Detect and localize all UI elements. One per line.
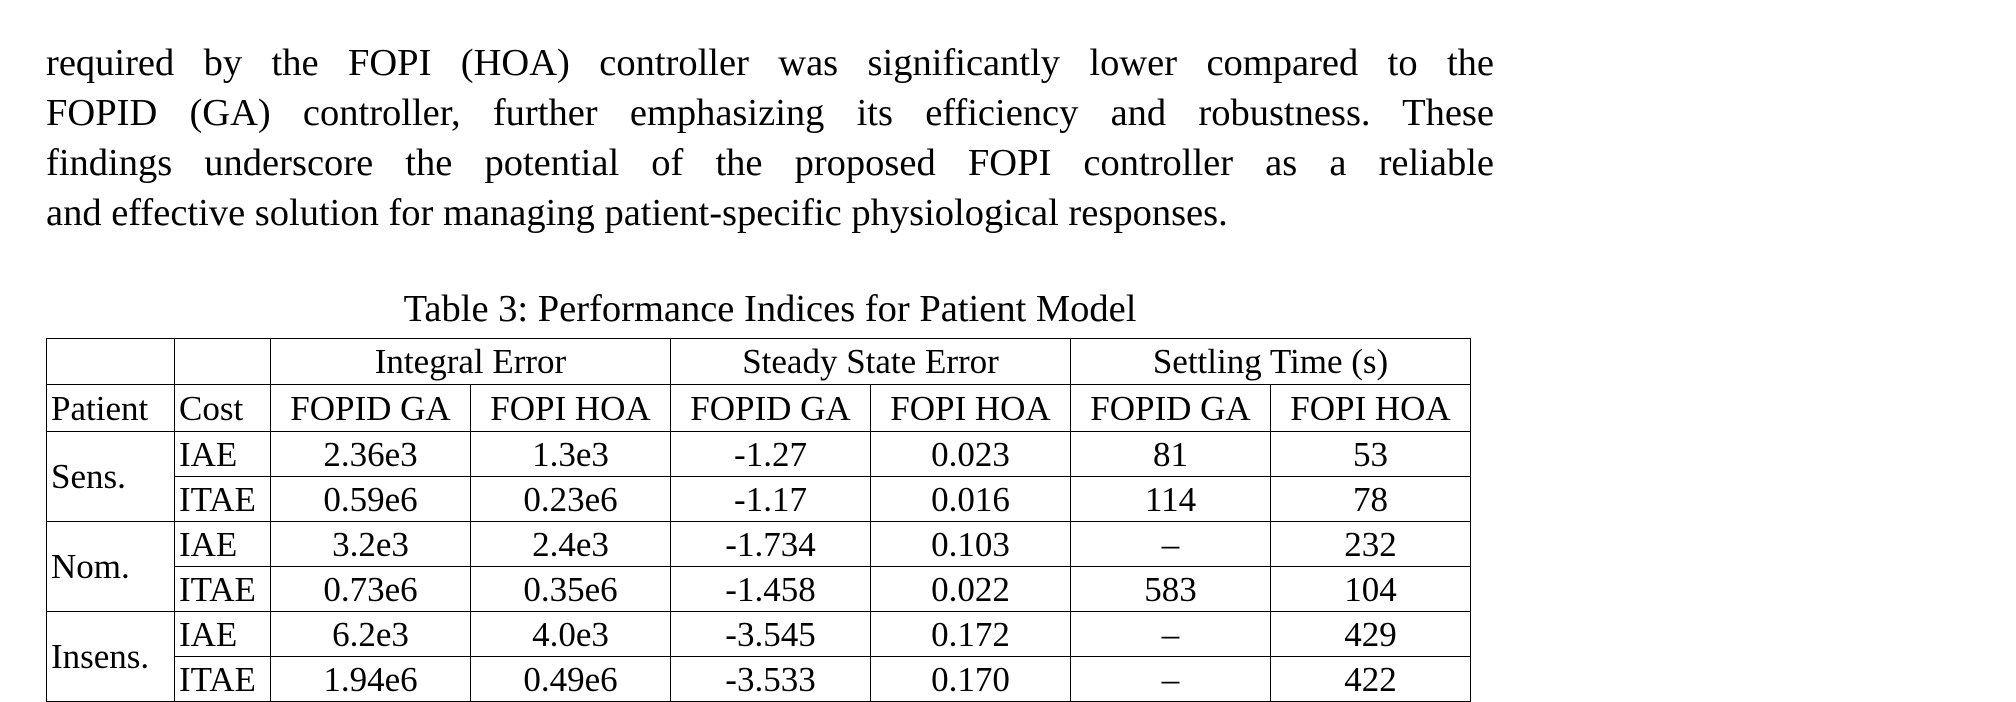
value-cell: 3.2e3 — [271, 522, 471, 567]
cost-cell: IAE — [175, 522, 271, 567]
value-cell: 104 — [1271, 567, 1471, 612]
cost-cell: ITAE — [175, 567, 271, 612]
group-header-settling-time: Settling Time (s) — [1071, 339, 1471, 385]
empty-header-cell — [175, 339, 271, 385]
value-cell: 1.94e6 — [271, 657, 471, 702]
value-cell: 6.2e3 — [271, 612, 471, 657]
value-cell: – — [1071, 657, 1271, 702]
col-header: FOPID GA — [671, 385, 871, 432]
value-cell: 0.35e6 — [471, 567, 671, 612]
value-cell: 0.172 — [871, 612, 1071, 657]
value-cell: 0.49e6 — [471, 657, 671, 702]
value-cell: -1.27 — [671, 432, 871, 477]
cost-cell: IAE — [175, 432, 271, 477]
value-cell: -3.533 — [671, 657, 871, 702]
value-cell: 78 — [1271, 477, 1471, 522]
cost-cell: ITAE — [175, 657, 271, 702]
table-caption: Table 3: Performance Indices for Patient Model — [403, 288, 1137, 330]
col-header: FOPI HOA — [871, 385, 1071, 432]
value-cell: 53 — [1271, 432, 1471, 477]
col-header: FOPI HOA — [471, 385, 671, 432]
value-cell: 583 — [1071, 567, 1271, 612]
group-header-integral-error: Integral Error — [271, 339, 671, 385]
col-header: FOPI HOA — [1271, 385, 1471, 432]
value-cell: 0.23e6 — [471, 477, 671, 522]
table-row — [47, 567, 1471, 612]
group-header-row — [47, 339, 1471, 385]
body-paragraph — [46, 38, 1494, 238]
paragraph-line: and effective solution for managing patient-specific physiological responses. — [46, 192, 1228, 234]
table-row — [47, 657, 1471, 702]
table-row — [47, 522, 1471, 567]
value-cell: 2.36e3 — [271, 432, 471, 477]
value-cell: 0.022 — [871, 567, 1071, 612]
value-cell: -1.17 — [671, 477, 871, 522]
value-cell: 114 — [1071, 477, 1271, 522]
value-cell: -1.734 — [671, 522, 871, 567]
value-cell: 0.023 — [871, 432, 1071, 477]
table-row — [47, 477, 1471, 522]
column-header-row — [47, 385, 1471, 432]
value-cell: -1.458 — [671, 567, 871, 612]
performance-table — [46, 338, 1471, 702]
cost-cell: ITAE — [175, 477, 271, 522]
patient-cell: Nom. — [47, 522, 175, 612]
col-header: FOPID GA — [271, 385, 471, 432]
col-header-cost: Cost — [175, 385, 271, 432]
value-cell: 429 — [1271, 612, 1471, 657]
cost-cell: IAE — [175, 612, 271, 657]
value-cell: 0.73e6 — [271, 567, 471, 612]
value-cell: 0.016 — [871, 477, 1071, 522]
value-cell: 2.4e3 — [471, 522, 671, 567]
value-cell: – — [1071, 522, 1271, 567]
value-cell: -3.545 — [671, 612, 871, 657]
empty-header-cell — [47, 339, 175, 385]
col-header: FOPID GA — [1071, 385, 1271, 432]
value-cell: 232 — [1271, 522, 1471, 567]
value-cell: 4.0e3 — [471, 612, 671, 657]
paragraph-line: required by the FOPI (HOA) controller was significantly lower compared to the — [46, 42, 1494, 84]
value-cell: 422 — [1271, 657, 1471, 702]
value-cell: 81 — [1071, 432, 1271, 477]
paragraph-line: FOPID (GA) controller, further emphasizing its efficiency and robustness. These — [46, 92, 1494, 134]
patient-cell: Insens. — [47, 612, 175, 702]
group-header-steady-state-error: Steady State Error — [671, 339, 1071, 385]
value-cell: 0.170 — [871, 657, 1071, 702]
value-cell: – — [1071, 612, 1271, 657]
table-row — [47, 432, 1471, 477]
patient-cell: Sens. — [47, 432, 175, 522]
paragraph-line: findings underscore the potential of the proposed FOPI controller as a reliable — [46, 142, 1494, 184]
value-cell: 1.3e3 — [471, 432, 671, 477]
col-header-patient: Patient — [47, 385, 175, 432]
table-row — [47, 612, 1471, 657]
value-cell: 0.59e6 — [271, 477, 471, 522]
value-cell: 0.103 — [871, 522, 1071, 567]
